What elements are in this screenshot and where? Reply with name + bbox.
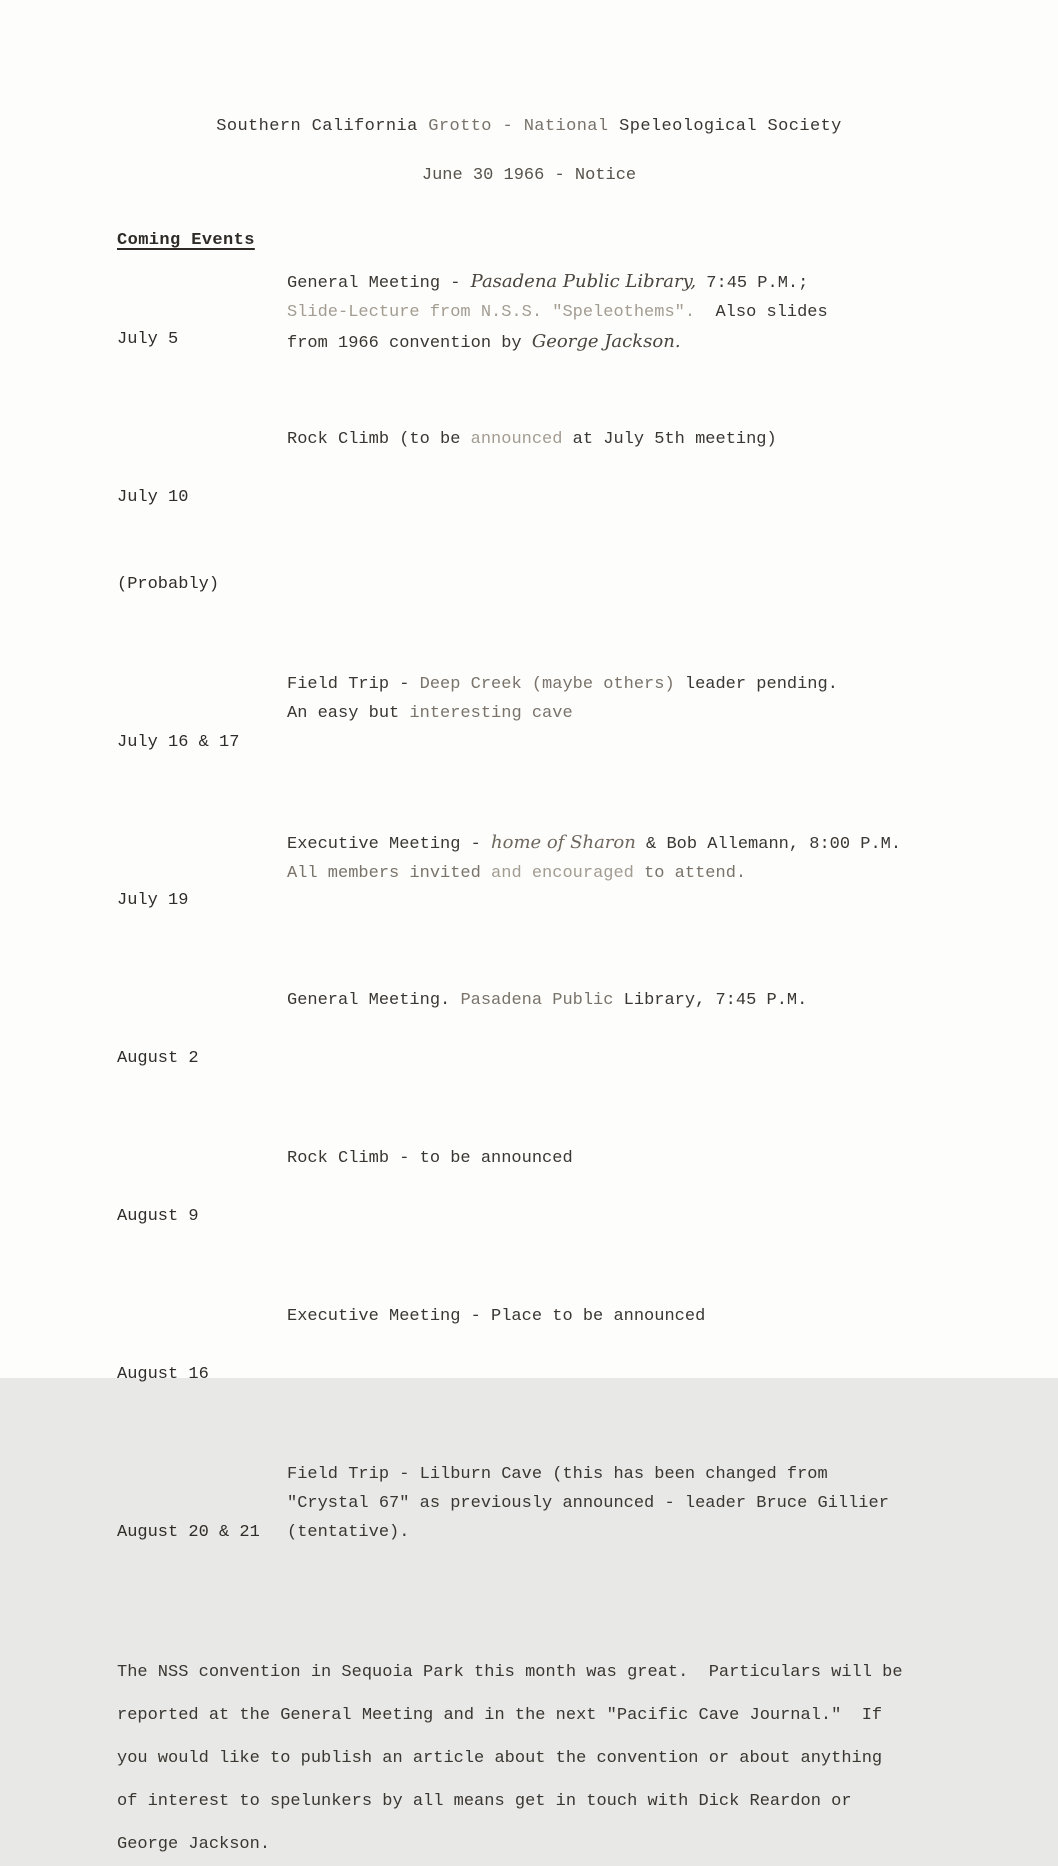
event-row-august-20-21	[117, 1460, 963, 1605]
event-row-july-5	[117, 267, 963, 412]
event-row-august-2	[117, 986, 963, 1131]
text-segment: & Bob Allemann, 8:00 P.M.	[635, 835, 902, 854]
event-date	[117, 425, 287, 657]
document-header	[0, 116, 1058, 187]
event-description	[287, 986, 963, 1131]
event-date-line: August 9	[117, 1207, 199, 1226]
text-segment: Library, 7:45 P.M.	[613, 991, 808, 1010]
desc-line	[287, 327, 963, 358]
event-row-august-16	[117, 1302, 963, 1447]
event-date-line2: (Probably)	[117, 575, 220, 594]
text-segment: (tentative).	[287, 1523, 410, 1542]
handwritten-text-segment: George Jackson.	[531, 331, 681, 352]
event-date-line: July 5	[117, 330, 179, 349]
text-segment: General Meeting -	[287, 274, 471, 293]
paragraph-line: reported at the General Meeting and in the next "Pacific Cave Journal." If	[117, 1706, 883, 1725]
desc-line	[287, 828, 963, 859]
faded-text-segment: to attend.	[633, 864, 747, 883]
faded-text-segment: Slide-Lecture from N.S.S. "Speleothems".	[287, 303, 696, 322]
desc-line	[287, 1460, 963, 1489]
faded-text-segment: and encouraged	[491, 864, 634, 883]
faded-text-segment: Deep Creek (maybe others)	[419, 675, 675, 694]
event-date	[117, 670, 287, 815]
text-segment: Rock Climb - to be announced	[287, 1149, 573, 1168]
document-date-line: June 30 1966 - Notice	[421, 166, 637, 185]
event-description	[287, 828, 963, 973]
paragraph-line: of interest to spelunkers by all means get in touch with Dick Reardon or	[117, 1792, 852, 1811]
text-segment: Field Trip -	[287, 675, 420, 694]
event-date	[117, 1460, 287, 1605]
text-segment: An easy but	[287, 704, 410, 723]
title-segment: Speleological Society	[608, 117, 842, 136]
event-date-line: July 19	[117, 891, 189, 910]
text-segment: at July 5th meeting)	[562, 430, 777, 449]
desc-line	[287, 859, 963, 888]
event-row-july-16-17	[117, 670, 963, 815]
event-row-august-9	[117, 1144, 963, 1289]
text-segment: leader pending.	[674, 675, 838, 694]
event-description	[287, 267, 963, 412]
paragraph-line: The NSS convention in Sequoia Park this month was great. Particulars will be	[117, 1663, 903, 1682]
event-date	[117, 1302, 287, 1447]
event-description	[287, 425, 963, 657]
text-segment: Executive Meeting -	[287, 835, 492, 854]
event-date	[117, 986, 287, 1131]
event-date-line: July 16 & 17	[117, 733, 240, 752]
desc-line	[287, 425, 963, 454]
desc-line	[287, 298, 963, 327]
event-date	[117, 267, 287, 412]
text-segment: General Meeting.	[287, 991, 461, 1010]
event-description	[287, 1144, 963, 1289]
paragraph-line: George Jackson.	[117, 1835, 271, 1854]
event-date	[117, 828, 287, 973]
text-segment: Rock Climb (to be	[287, 430, 471, 449]
event-description	[287, 1302, 963, 1447]
events-list	[117, 267, 963, 1605]
event-date-line: August 2	[117, 1049, 199, 1068]
desc-line	[287, 1489, 963, 1518]
desc-line	[287, 1518, 963, 1547]
event-row-july-10	[117, 425, 963, 657]
section-heading-coming-events: Coming Events	[117, 231, 255, 250]
handwritten-text-segment: home of Sharon	[491, 832, 636, 853]
desc-line	[287, 670, 963, 699]
event-row-july-19	[117, 828, 963, 973]
text-segment: "Crystal 67" as previously announced - leader Bruce Gillier	[287, 1494, 889, 1513]
text-segment: Also slides	[695, 303, 828, 322]
title-segment-faded: Grotto - National	[428, 117, 609, 136]
desc-line	[287, 1302, 963, 1331]
event-date	[117, 1144, 287, 1289]
event-description	[287, 670, 963, 815]
event-date-line: August 16	[117, 1365, 209, 1384]
desc-line	[287, 1144, 963, 1173]
text-segment: Executive Meeting - Place to be announced	[287, 1307, 706, 1326]
handwritten-text-segment: Pasadena Public Library,	[470, 271, 697, 292]
text-segment: Field Trip - Lilburn Cave (this has been changed from	[287, 1465, 828, 1484]
text-segment: from 1966 convention by	[287, 334, 532, 353]
event-description	[287, 1460, 963, 1605]
title-segment: Southern California	[216, 117, 429, 136]
closing-paragraph	[117, 1651, 948, 1866]
faded-text-segment: announced	[470, 430, 563, 449]
faded-text-segment: Pasadena Public	[460, 991, 614, 1010]
event-date-line: July 10	[117, 488, 189, 507]
text-segment: 7:45 P.M.;	[696, 274, 809, 293]
faded-text-segment: interesting cave	[409, 704, 573, 723]
desc-line	[287, 986, 963, 1015]
document-title	[0, 116, 1058, 138]
event-date-line: August 20 & 21	[117, 1523, 260, 1542]
desc-line	[287, 267, 963, 298]
desc-line	[287, 699, 963, 728]
paragraph-line: you would like to publish an article about the convention or about anything	[117, 1749, 883, 1768]
faded-text-segment: All members invited	[287, 864, 492, 883]
